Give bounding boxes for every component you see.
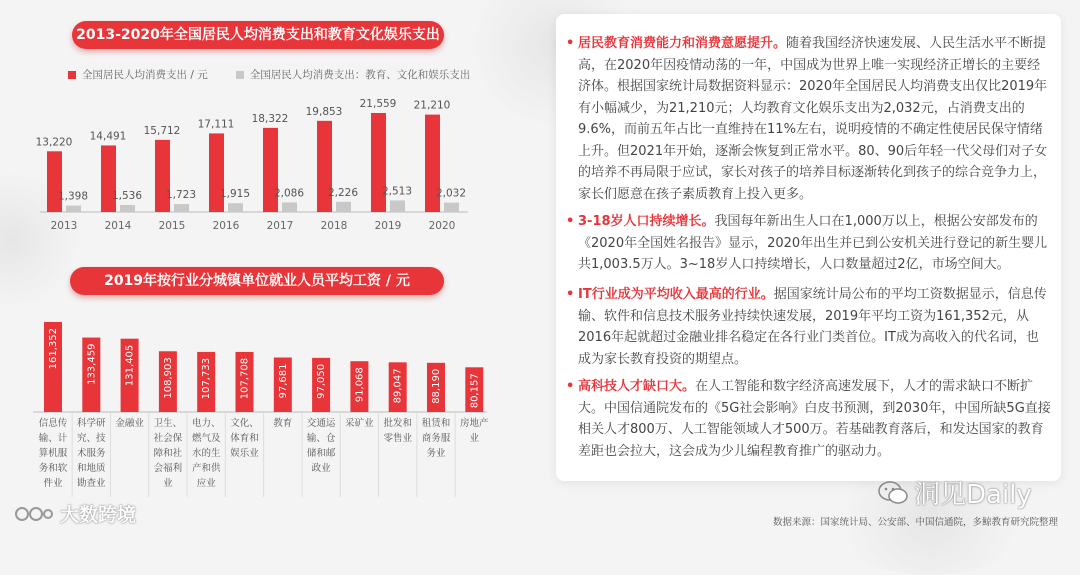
point-3-highlight: IT行业成为平均收入最高的行业。 (578, 287, 774, 302)
wechat-icon (878, 480, 908, 506)
data-label-consumption: 15,712 (143, 124, 181, 137)
point-1-text: 随着我国经济快速发展、人民生活水平不断提高，在2020年因疫情动荡的一年，中国成为世界上唯一实现经济正增长的主要经济体。根据国家统计局数据资料显示：2020年全国居民人均消费支出仅比2019年有小幅减少，为21,210元；人均教育文化娱乐支出为2,032元，占消费支出的9.6%，而前五年占比一直维持在11%左右，说明疫情的不确定性使居民保守情绪上升。但2021年开始，逐渐会恢复到正常水平。80、90后年轻一代父母们对子女的培养不再局限于应试，家长对孩子的培养目标逐渐转化到孩子的综合竞争力上，家长们愿意在孩子素质教育上投入更多。 (578, 36, 1048, 202)
x-tick-label: 科学研 (77, 418, 106, 429)
data-label-education: 1,723 (165, 189, 197, 202)
data-label-wage: 97,050 (316, 363, 328, 399)
x-tick-label: 件业 (43, 478, 63, 489)
x-tick-label: 金融业 (115, 418, 144, 429)
x-tick-label: 娱乐业 (230, 448, 259, 459)
data-label-consumption: 21,559 (359, 98, 397, 110)
x-tick-label: 教育 (273, 418, 293, 429)
data-label-wage: 97,681 (277, 363, 289, 399)
x-tick-label: 输、仓 (306, 433, 336, 444)
point-1-highlight: 居民教育消费能力和消费意愿提升。 (578, 36, 787, 51)
data-label-wage: 91,068 (354, 367, 366, 403)
chart2-title: 2019年按行业分城镇单位就业人员平均工资 / 元 (70, 267, 444, 295)
data-label-education: 1,536 (111, 189, 143, 202)
point-2-text: 我国每年新出生人口在1,000万以上，根据公安部发布的《2020年全国姓名报告》显示，2020年出生并已到公安机关进行登记的新生婴儿共1,003.5万人。3~18岁人口持续增长，人口数量超过2亿，市场空间大。 (578, 214, 1048, 272)
x-tick-label: 应业 (196, 478, 216, 489)
data-label-education: 1,398 (57, 190, 89, 203)
x-tick-label: 2015 (158, 220, 186, 232)
point-3 (566, 284, 1051, 370)
x-tick-label: 文化、 (230, 418, 259, 429)
x-tick-label: 输、计 (38, 433, 68, 444)
x-tick-label: 究、技 (77, 433, 106, 444)
x-tick-label: 体育和 (230, 433, 259, 444)
watermark-right-text: 洞见Daily (914, 480, 1032, 510)
point-4-text: 在人工智能和数字经济高速发展下，人才的需求缺口不断扩大。中国信通院发布的《5G社会影响》白皮书预测，到2030年，中国所缺5G直接相关人才800万、人工智能领域人才500万。若基础教育落后，和发达国家的教育差距也会拉大，这会成为少儿编程教育推广的驱动力。 (578, 379, 1051, 459)
x-tick-label: 储和邮 (306, 448, 336, 459)
x-tick-label: 算机服 (38, 448, 68, 459)
x-tick-label: 信息传 (38, 418, 68, 429)
data-label-consumption: 17,111 (197, 118, 235, 131)
data-label-wage: 107,733 (201, 357, 213, 400)
watermark-left-text: 大数跨境 (60, 504, 137, 526)
data-label-wage: 80,157 (469, 373, 481, 409)
data-label-wage: 88,190 (431, 368, 442, 404)
x-tick-label: 勘查业 (77, 478, 106, 489)
x-tick-label: 交通运 (306, 418, 336, 429)
x-tick-label: 2020 (428, 220, 456, 232)
data-label-consumption: 14,491 (89, 130, 127, 143)
x-tick-label: 业 (163, 478, 173, 489)
data-label-consumption: 18,322 (251, 112, 289, 125)
x-tick-label: 术服务 (77, 448, 106, 459)
point-4-highlight: 高科技人才缺口大。 (578, 379, 696, 394)
source-note: 数据来源：国家统计局、公安部、中国信通院，多鲸教育研究院整理 (772, 517, 1058, 528)
bullet-icon: • (566, 379, 575, 394)
data-label-wage: 107,708 (239, 357, 251, 400)
x-tick-label: 2014 (104, 220, 132, 232)
x-tick-label: 燃气及 (191, 433, 221, 444)
legend-label-consumption: 全国居民人均消费支出 / 元 (82, 69, 208, 81)
x-tick-label: 零售业 (383, 433, 412, 444)
legend-label-education: 全国居民人均消费支出：教育、文化和娱乐支出 (249, 69, 471, 81)
x-tick-label: 商务服 (421, 433, 451, 444)
chart2-svg (0, 0, 556, 535)
x-tick-label: 水的生 (191, 448, 221, 459)
data-label-education: 2,032 (435, 187, 467, 200)
data-label-education: 2,513 (381, 185, 413, 198)
x-tick-label: 务和软 (38, 463, 68, 474)
x-tick-label: 2019 (374, 220, 402, 232)
data-label-consumption: 19,853 (305, 105, 343, 118)
data-label-consumption: 13,220 (35, 136, 73, 149)
bullet-icon: • (566, 36, 575, 51)
x-tick-label: 批发和 (383, 418, 412, 429)
watermark-right (878, 474, 1032, 511)
x-tick-label: 电力、 (191, 418, 221, 429)
x-tick-label: 2017 (266, 220, 294, 232)
data-label-wage: 89,047 (392, 368, 404, 404)
x-tick-label: 采矿业 (345, 418, 374, 429)
bullet-icon: • (566, 287, 575, 302)
x-tick-label: 产和供 (191, 463, 221, 474)
x-tick-label: 卫生、 (153, 418, 183, 429)
dashuju-logo-icon (14, 503, 54, 525)
data-label-education: 2,226 (327, 186, 359, 199)
x-tick-label: 2016 (212, 220, 240, 232)
data-label-education: 1,915 (219, 188, 251, 201)
x-tick-label: 会福利 (153, 463, 183, 474)
x-tick-label: 障和社 (153, 448, 183, 459)
x-tick-label: 业 (469, 433, 480, 444)
x-tick-label: 租赁和 (421, 418, 451, 429)
chart1-title: 2013-2020年全国居民人均消费支出和教育文化娱乐支出 (72, 21, 444, 49)
data-label-education: 2,086 (273, 187, 305, 200)
data-label-wage: 108,903 (162, 357, 174, 399)
x-tick-label: 务业 (426, 448, 446, 459)
data-label-wage: 161,352 (48, 328, 59, 370)
point-2-highlight: 3-18岁人口持续增长。 (578, 214, 715, 229)
x-tick-label: 政业 (311, 463, 331, 474)
x-tick-label: 房地产 (460, 418, 489, 429)
x-tick-label: 2013 (50, 220, 78, 232)
point-4 (566, 376, 1051, 462)
bullet-icon: • (566, 214, 575, 229)
x-tick-label: 2018 (320, 220, 348, 232)
point-3-text: 据国家统计局公布的平均工资数据显示，信息传输、软件和信息技术服务业持续快速发展，2019年平均工资为161,352元，从2016年起就超过金融业排名稳定在各行业门类首位。IT成为高收入的代名词，也成为家长教育投资的期望点。 (578, 287, 1047, 367)
watermark-left (14, 500, 136, 527)
data-label-consumption: 21,210 (413, 99, 451, 112)
data-label-wage: 131,405 (124, 344, 136, 387)
x-tick-label: 社会保 (153, 433, 183, 444)
point-2 (566, 211, 1051, 276)
data-label-wage: 133,459 (86, 343, 98, 385)
x-tick-label: 和地质 (77, 463, 106, 474)
point-1 (566, 33, 1051, 205)
